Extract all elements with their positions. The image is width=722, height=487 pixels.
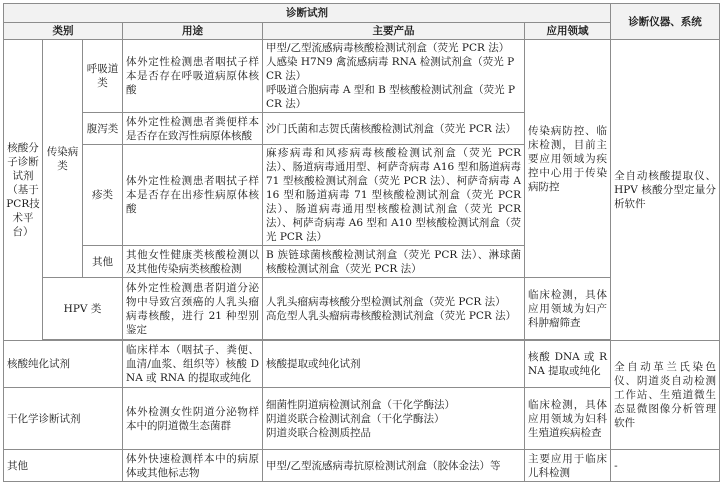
- infectious-disease-label: 传染病类: [43, 40, 83, 278]
- others-label: 其他: [4, 450, 123, 482]
- infectious-application: 传染病防控、临床检测，目前主要应用领域为疾控中心用于传染病防控: [525, 40, 611, 278]
- product-line: 呼吸道合胞病毒 A 型和 B 型核酸检测试剂盒（荧光 PCR 法）: [266, 84, 516, 110]
- other-infectious-usage: 其他女性健康类核酸检测以及其他传染病类核酸检测: [123, 246, 263, 278]
- product-line: 阴道炎联合检测质控品: [266, 426, 371, 439]
- diarrhea-label: 腹泻类: [83, 113, 123, 145]
- dry-chemistry-usage: 体外检测女性阴道分泌物样本中的阴道微生态菌群: [123, 388, 263, 450]
- product-line: 人感染 H7N9 禽流感病毒 RNA 检测试剂盒（荧光 PCR 法）: [266, 56, 515, 82]
- header-main-products: 主要产品: [263, 23, 525, 40]
- pcr-platform-label: 核酸分子诊断试剂（基于PCR技术平台）: [4, 40, 43, 341]
- respiratory-label: 呼吸道类: [83, 40, 123, 113]
- dry-chemistry-products: [263, 388, 525, 450]
- others-application: 主要应用于临床儿科检测: [525, 450, 611, 482]
- product-line: 细菌性阴道病检测试剂盒（干化学酶法）: [266, 398, 455, 411]
- pcr-instruments: 全自动核酸提取仪、HPV 核酸分型定量分析软件: [611, 40, 720, 341]
- header-category: 类别: [4, 23, 123, 40]
- diarrhea-usage: 体外定性检测患者粪便样本是否存在致泻性病原体核酸: [123, 113, 263, 145]
- others-usage: 体外快速检测样本中的病原体或其他标志物: [123, 450, 263, 482]
- purification-usage: 临床样本（咽拭子、粪便、血清/血浆、组织等）核酸 DNA 或 RNA 的提取或纯化: [123, 341, 263, 388]
- others-instruments: -: [611, 450, 720, 482]
- hpv-usage: 体外定性检测患者阴道分泌物中导致宫颈癌的人乳头瘤病毒核酸，进行 21 种型别鉴定: [123, 278, 263, 340]
- rash-usage: 体外定性检测患者咽拭子样本是否存在出疹性病原体核酸: [123, 145, 263, 246]
- purification-label: 核酸纯化试剂: [4, 341, 123, 388]
- product-line: 阴道炎联合检测试剂盒（干化学酶法）: [266, 412, 445, 425]
- header-diagnostic-reagents: 诊断试剂: [4, 4, 611, 23]
- purification-application: 核酸 DNA 或 RNA 提取或纯化: [525, 341, 611, 388]
- hpv-products: [263, 278, 525, 340]
- hpv-application: 临床检测，具体应用领域为妇产科肿瘤筛查: [525, 278, 611, 340]
- header-usage: 用途: [123, 23, 263, 40]
- product-line: 人乳头瘤病毒核酸分型检测试剂盒（荧光 PCR 法）: [266, 295, 506, 308]
- product-table: [3, 3, 720, 482]
- product-line: 甲型/乙型流感病毒核酸检测试剂盒（荧光 PCR 法）: [266, 42, 510, 54]
- dry-chemistry-label: 干化学诊断试剂: [4, 388, 123, 450]
- rash-label: 疹类: [83, 145, 123, 246]
- diarrhea-products: 沙门氏菌和志贺氏菌核酸检测试剂盒（荧光 PCR 法）: [263, 113, 525, 145]
- other-infectious-products: B 族链球菌核酸检测试剂盒（荧光 PCR 法）、淋球菌核酸检测试剂盒（荧光 PCR 法）: [263, 246, 525, 278]
- hpv-label: HPV 类: [43, 278, 123, 340]
- others-products: 甲型/乙型流感病毒抗原检测试剂盒（胶体金法）等: [263, 450, 525, 482]
- other-infectious-label: 其他: [83, 246, 123, 278]
- dry-chemistry-application: 临床检测，具体应用领域为妇科生殖道疾病检查: [525, 388, 611, 450]
- rash-products: 麻疹病毒和风疹病毒核酸检测试剂盒（荧光 PCR 法）、肠道病毒通用型、柯萨奇病毒 A16 型和肠道病毒 71 型核酸检测试剂盒（荧光 PCR 法）、柯萨奇病毒 A16 型和肠道病毒 71 型核酸检测试剂盒（荧光 PCR 法）、肠道病毒通用型核酸检测试剂盒（荧光 PCR 法）、柯萨奇病毒 A6 型和 A10 型核酸检测试剂盒（荧光 PCR 法）: [263, 145, 525, 246]
- dry-chemistry-instruments: 全自动革兰氏染色仪、阴道炎自动检测工作站、生殖道微生态显微图像分析管理软件: [611, 341, 720, 450]
- header-diagnostic-instruments: 诊断仪器、系统: [611, 4, 720, 40]
- respiratory-products: [263, 40, 525, 113]
- respiratory-usage: 体外定性检测患者咽拭子样本是否存在呼吸道病原体核酸: [123, 40, 263, 113]
- product-line: 高危型人乳头瘤病毒核酸检测试剂盒（荧光 PCR 法）: [266, 309, 517, 322]
- header-application-field: 应用领域: [525, 23, 611, 40]
- purification-products: 核酸提取或纯化试剂: [263, 341, 525, 388]
